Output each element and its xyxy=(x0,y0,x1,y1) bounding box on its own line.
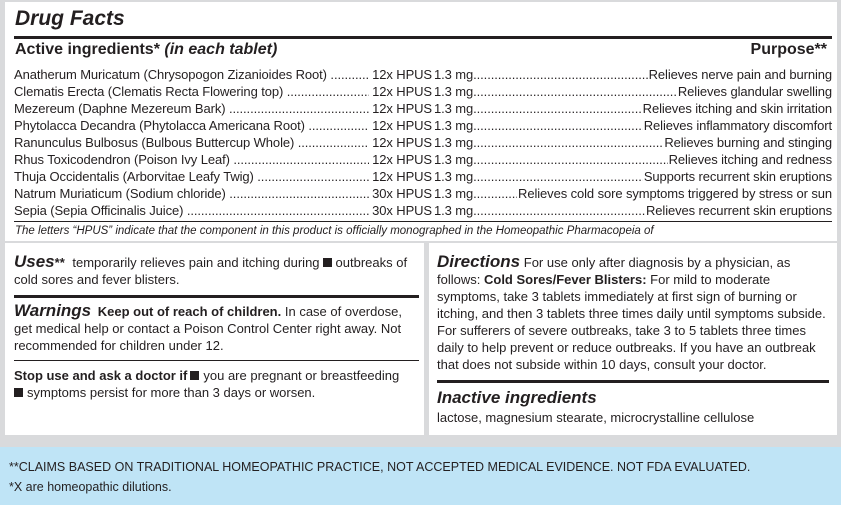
ingredient-purpose: Relieves inflammatory discomfort xyxy=(643,118,832,133)
ingredient-dilution: 12x HPUS xyxy=(372,67,432,82)
ingredient-purpose: Relieves itching and redness xyxy=(668,152,832,167)
ingredient-dilution: 12x HPUS xyxy=(372,101,432,116)
ingredient-row xyxy=(14,66,832,83)
ingredient-name: Thuja Occidentalis (Arborvitae Leafy Twig) ..... xyxy=(14,168,369,185)
directions-panel xyxy=(429,243,837,435)
ingredient-row xyxy=(14,83,832,100)
ingredient-dose: 1.3 mg. ..... xyxy=(434,151,832,168)
ingredient-purpose: Supports recurrent skin eruptions xyxy=(643,169,832,184)
ingredient-row xyxy=(14,100,832,117)
ingredient-dose: 1.3 mg. ..... xyxy=(434,83,832,100)
uses-text-1: temporarily relieves pain and itching during xyxy=(72,255,320,270)
ingredient-row xyxy=(14,134,832,151)
ingredient-dilution: 12x HPUS xyxy=(372,152,432,167)
ingredient-dilution: 12x HPUS xyxy=(372,118,432,133)
inactive-text: lactose, magnesium stearate, microcrystalline cellulose xyxy=(437,410,755,425)
drug-facts-title: Drug Facts xyxy=(15,7,125,30)
ingredient-dose: 1.3 mg. ..... xyxy=(434,134,832,151)
footer-dilution-note: *X are homeopathic dilutions. xyxy=(9,480,172,494)
stop-use-heading: Stop use and ask a doctor if xyxy=(14,368,188,383)
ingredient-dose: 1.3 mg. ..... xyxy=(434,66,832,83)
directions-heading: Directions xyxy=(437,252,521,271)
ingredient-row xyxy=(14,168,832,185)
hpus-note: The letters “HPUS” indicate that the component in this product is officially monographed in the Homeopathic Pharmacopeia of xyxy=(15,225,654,237)
ingredients-rule xyxy=(14,221,832,222)
directions-section xyxy=(437,253,829,373)
warnings-rule xyxy=(14,360,419,361)
ingredient-purpose: Relieves burning and stinging xyxy=(664,135,832,150)
ingredient-dilution: 12x HPUS xyxy=(372,169,432,184)
ingredient-purpose: Relieves glandular swelling xyxy=(677,84,832,99)
ingredient-name: Natrum Muriaticum (Sodium chloride) ..... xyxy=(14,185,369,202)
stop-use-item: symptoms persist for more than 3 days or worsen. xyxy=(27,385,316,400)
ingredient-purpose: Relieves cold sore symptoms triggered by stress or sun xyxy=(518,186,832,201)
uses-text-2: outbreaks of cold sores and fever blisters. xyxy=(14,255,408,287)
warnings-section xyxy=(14,302,419,354)
uses-heading: Uses** xyxy=(14,252,65,271)
directions-text: For mild to moderate symptoms, take 3 tablets immediately at first sign of burning or itching, and then 3 tablets three times daily until symptoms subside. For sufferers of severe outbreaks, take 3 to 5 tablets three times daily to help prevent or reduce outbreaks. If you have an outbreak that does not subside within 10 days, consult your doctor. xyxy=(437,272,826,372)
inactive-heading: Inactive ingredients xyxy=(437,388,597,407)
uses-warnings-panel xyxy=(5,243,424,435)
warnings-bold-text: Keep out of reach of children. xyxy=(97,304,282,319)
warnings-text: In case of overdose, get medical help or contact a Poison Control Center right away. Not recommended for children under 12. xyxy=(14,304,402,353)
directions-bold: Cold Sores/Fever Blisters: xyxy=(483,272,647,287)
ingredient-dilution: 30x HPUS xyxy=(372,186,432,201)
drug-facts-panel xyxy=(5,2,837,241)
ingredient-dose: 1.3 mg. ..... xyxy=(434,168,832,185)
ingredient-dilution: 12x HPUS xyxy=(372,135,432,150)
ingredient-name: Clematis Erecta (Clematis Recta Flowering top) ..... xyxy=(14,83,369,100)
ingredient-row xyxy=(14,151,832,168)
directions-intro: For use only after diagnosis by a physician, as follows: xyxy=(437,255,791,287)
ingredient-purpose: Relieves itching and skin irritation xyxy=(642,101,832,116)
active-ingredients-heading: Active ingredients* (in each tablet) xyxy=(15,41,278,58)
ingredient-name: Mezereum (Daphne Mezereum Bark) ..... xyxy=(14,100,369,117)
footer-claims xyxy=(0,447,841,505)
uses-section xyxy=(14,253,419,288)
title-rule xyxy=(14,36,832,39)
ingredient-dilution: 30x HPUS xyxy=(372,203,432,218)
ingredient-dilution: 12x HPUS xyxy=(372,84,432,99)
uses-rule xyxy=(14,295,419,298)
bullet-square-icon xyxy=(14,388,23,397)
stop-use-item: you are pregnant or breastfeeding xyxy=(203,368,400,383)
ingredient-dose: 1.3 mg. ..... xyxy=(434,100,832,117)
directions-rule xyxy=(437,380,829,383)
bullet-square-icon xyxy=(190,371,199,380)
ingredient-row xyxy=(14,202,832,219)
ingredient-purpose: Relieves nerve pain and burning xyxy=(648,67,832,82)
ingredient-dose: 1.3 mg. ..... xyxy=(434,117,832,134)
ingredient-row xyxy=(14,185,832,202)
warnings-heading: Warnings xyxy=(14,301,92,320)
stop-use-section xyxy=(14,367,419,401)
bullet-square-icon xyxy=(323,258,332,267)
ingredient-name: Anatherum Muricatum (Chrysopogon Zizanioides Root) ..... xyxy=(14,66,369,83)
ingredient-name: Ranunculus Bulbosus (Bulbous Buttercup Whole) ..... xyxy=(14,134,369,151)
footer-claim-line: **CLAIMS BASED ON TRADITIONAL HOMEOPATHIC PRACTICE, NOT ACCEPTED MEDICAL EVIDENCE. NOT FDA EVALUATED. xyxy=(9,460,751,474)
purpose-heading: Purpose** xyxy=(750,41,827,58)
ingredient-name: Phytolacca Decandra (Phytolacca Americana Root) ..... xyxy=(14,117,369,134)
ingredient-purpose: Relieves recurrent skin eruptions xyxy=(645,203,832,218)
ingredient-dose: 1.3 mg. ..... xyxy=(434,185,832,202)
ingredient-name: Sepia (Sepia Officinalis Juice) ..... xyxy=(14,202,369,219)
ingredient-row xyxy=(14,117,832,134)
ingredient-dose: 1.3 mg. ..... xyxy=(434,202,832,219)
ingredient-name: Rhus Toxicodendron (Poison Ivy Leaf) ..... xyxy=(14,151,369,168)
